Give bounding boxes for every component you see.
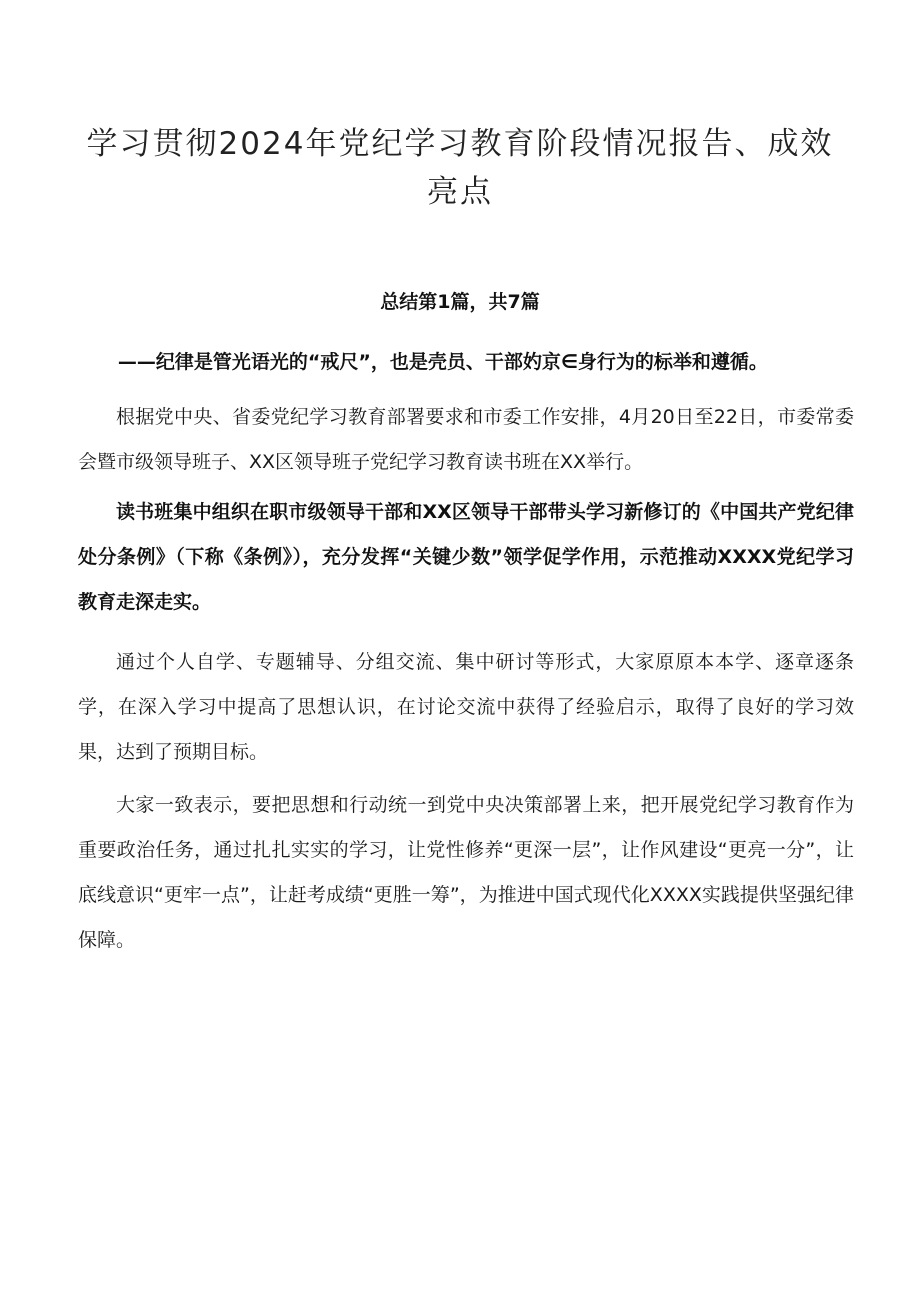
paragraph-body: 根据党中央、省委党纪学习教育部署要求和市委工作安排，4月20日至22日，市委常委会暨市级领导班子、XX区领导班子党纪学习教育读书班在XX举行。 — [78, 406, 854, 473]
document-title — [0, 120, 920, 216]
paragraph-lead: ——纪律是管光语光的“戒尺”，也是壳员、干部妁京∈身行为的标举和遵循。 — [117, 351, 768, 373]
paragraph-body: 大家一致表示，要把思想和行动统一到党中央决策部署上来，把开展党纪学习教育作为重要政治任务，通过扎扎实实的学习，让党性修养“更深一层”，让作风建设“更亮一分”，让底线意识“更牢一点”，让赶考成绩“更胜一筹”，为推进中国式现代化XXXX实践提供坚强纪律保障。 — [78, 794, 854, 951]
document-subtitle: 总结第1篇，共7篇 — [380, 291, 540, 313]
title-line-2: 亮点 — [427, 174, 493, 210]
paragraph-body: 通过个人自学、专题辅导、分组交流、集中研讨等形式，大家原原本本学、逐章逐条学，在深入学习中提高了思想认识，在讨论交流中获得了经验启示，取得了良好的学习效果，达到了预期目标。 — [78, 651, 854, 763]
title-line-1: 学习贯彻2024年党纪学习教育阶段情况报告、成效 — [86, 126, 834, 162]
paragraph-highlight: 读书班集中组织在职市级领导干部和XX区领导干部带头学习新修订的《中国共产党纪律处分条例》（下称《条例》），充分发挥“关键少数”领学促学作用，示范推动XXXX党纪学习教育走深走实。 — [78, 501, 854, 613]
